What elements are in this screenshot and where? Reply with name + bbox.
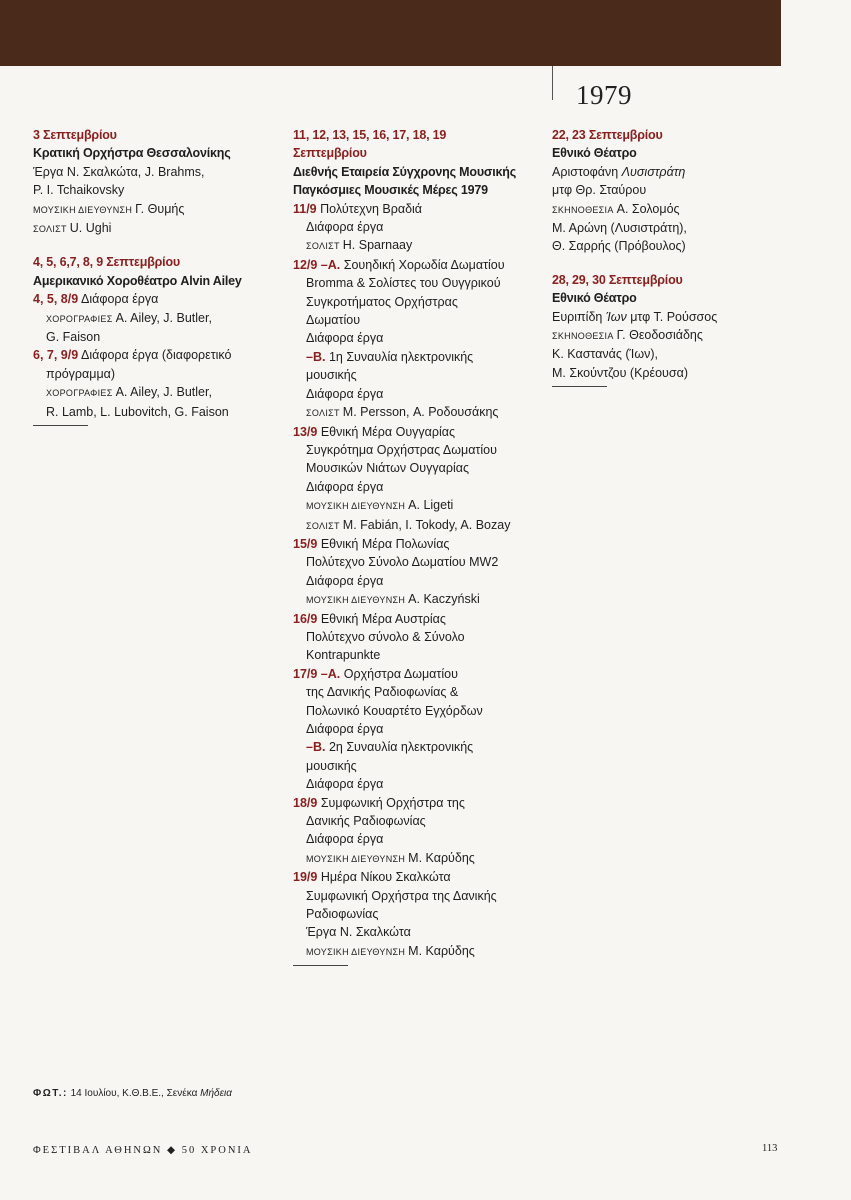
event-block-sept-3 [33, 126, 273, 238]
event-block-ion [552, 271, 792, 387]
event-line: Kontrapunkte [306, 648, 381, 663]
year-heading: 1979 [576, 80, 632, 110]
event-venue: Αμερικανικό Χοροθέατρο Alvin Ailey [33, 273, 242, 288]
session-part: –Β. [306, 740, 326, 755]
event-line: μτφ Θρ. Σταύρου [552, 183, 647, 198]
event-line: Πολωνικό Κουαρτέτο Εγχόρδων [306, 703, 483, 718]
credit-name: A. Kaczyński [408, 592, 480, 607]
session-date: 16/9 [293, 611, 318, 626]
session-text: Εθνική Μέρα Ουγγαρίας [320, 424, 456, 439]
session-text: Πολύτεχνη Βραδιά [320, 201, 423, 216]
credit-label: ΣΟΛΙΣΤ [306, 241, 340, 252]
credit-line [33, 200, 273, 219]
event-line [293, 348, 543, 366]
footer-title: ΦΕΣΤΙΒΑΛ ΑΘΗΝΩΝ ◆ 50 ΧΡΟΝΙΑ [33, 1145, 253, 1156]
credit-line [293, 236, 543, 255]
event-line: Συγκροτήματος Ορχήστρας [306, 294, 458, 309]
play-title: Λυσιστράτη [621, 164, 686, 179]
event-line [293, 535, 543, 553]
event-line [552, 308, 792, 326]
photo-caption [33, 1088, 232, 1099]
event-line: Πολύτεχνο Σύνολο Δωματίου MW2 [306, 555, 499, 570]
year-divider-rule [552, 66, 553, 100]
column-left [33, 126, 273, 441]
page-number: 113 [762, 1143, 778, 1154]
credit-label: ΧΟΡΟΓΡΑΦΙΕΣ [46, 388, 113, 399]
credit-label: ΣΟΛΙΣΤ [33, 224, 67, 235]
credit-line [293, 849, 543, 868]
event-line: Θ. Σαρρής (Πρόβουλος) [552, 239, 686, 254]
event-date: 3 Σεπτεμβρίου [33, 128, 117, 142]
credit-name: A. Ailey, J. Butler, [115, 310, 212, 325]
credit-name: Μ. Καρύδης [408, 850, 475, 865]
event-line [293, 738, 543, 756]
event-line: Διάφορα έργα [306, 386, 384, 401]
session-text: Ορχήστρα Δωματίου [343, 666, 458, 681]
credit-label: ΜΟΥΣΙΚΗ ΔΙΕΥΘΥΝΣΗ [306, 501, 406, 512]
event-line: Bromma & Σολίστες του Ουγγρικού [306, 276, 501, 291]
session-text: Συμφωνική Ορχήστρα της [320, 795, 465, 810]
event-line: Διάφορα έργα [306, 573, 384, 588]
credit-line [293, 516, 543, 535]
event-line: Μουσικών Νιάτων Ουγγαρίας [306, 461, 469, 476]
session-date: 12/9 –Α. [293, 257, 341, 272]
credit-line [33, 219, 273, 238]
section-rule [552, 386, 607, 387]
event-line [293, 200, 543, 218]
caption-label: ΦΩΤ.: [33, 1088, 68, 1099]
event-block-lysistrata [552, 126, 792, 256]
top-color-band [0, 0, 781, 66]
section-rule [33, 425, 88, 426]
session-date: 6, 7, 9/9 [33, 348, 79, 363]
event-venue: Παγκόσμιες Μουσικές Μέρες 1979 [293, 183, 488, 198]
event-line: Συγκρότημα Ορχήστρας Δωματίου [306, 442, 497, 457]
event-line: P. I. Tchaikovsky [33, 183, 125, 198]
session-date: 15/9 [293, 536, 318, 551]
credit-line [293, 590, 543, 609]
credit-line [293, 403, 543, 422]
event-line: της Δανικής Ραδιοφωνίας & [306, 685, 459, 700]
event-block-ailey [33, 253, 273, 426]
credit-label: ΣΟΛΙΣΤ [306, 408, 340, 419]
event-date: Σεπτεμβρίου [293, 146, 367, 161]
credit-label: ΣΚΗΝΟΘΕΣΙΑ [552, 331, 614, 342]
event-line: Διάφορα έργα [306, 331, 384, 346]
session-text: 1η Συναυλία ηλεκτρονικής [328, 349, 474, 364]
credit-name: A. Ailey, J. Butler, [115, 385, 212, 400]
play-author: Ευριπίδη [552, 309, 603, 324]
event-date: 22, 23 Σεπτεμβρίου [552, 128, 663, 142]
credit-name: H. Sparnaay [342, 238, 413, 253]
credit-name: Μ. Καρύδης [408, 943, 475, 958]
credit-label: ΜΟΥΣΙΚΗ ΔΙΕΥΘΥΝΣΗ [306, 853, 406, 864]
credit-name: U. Ughi [69, 221, 112, 236]
credit-label: ΣΚΗΝΟΘΕΣΙΑ [552, 204, 614, 215]
credit-name: Γ. Θυμής [135, 201, 185, 216]
event-line: Δωματίου [306, 313, 361, 328]
event-date: 4, 5, 6,7, 8, 9 Σεπτεμβρίου [33, 255, 180, 270]
event-venue: Εθνικό Θέατρο [552, 146, 637, 161]
credit-name: M. Fabián, I. Tokody, A. Bozay [342, 517, 511, 532]
column-right [552, 126, 792, 402]
credit-line [552, 326, 792, 345]
event-line: Έργα Ν. Σκαλκώτα, J. Brahms, [33, 164, 205, 179]
event-line: Διάφορα έργα [306, 220, 384, 235]
event-line: Μ. Αρώνη (Λυσιστράτη), [552, 221, 687, 236]
event-line: Συμφωνική Ορχήστρα της Δανικής [306, 888, 497, 903]
credit-name: M. Persson, Α. Ροδουσάκης [342, 405, 499, 420]
credit-label: ΣΟΛΙΣΤ [306, 520, 340, 531]
session-date: 11/9 [293, 201, 317, 216]
credit-name: A. Ligeti [408, 498, 454, 513]
event-date: 11, 12, 13, 15, 16, 17, 18, 19 [293, 128, 447, 142]
session-text: Εθνική Μέρα Πολωνίας [320, 536, 450, 551]
play-author: Αριστοφάνη [552, 164, 619, 179]
event-line [293, 794, 543, 812]
event-line: Διάφορα έργα [306, 722, 384, 736]
event-line: Διάφορα έργα [306, 832, 384, 847]
event-venue: Εθνικό Θέατρο [552, 291, 637, 306]
event-line: μουσικής [306, 368, 357, 383]
credit-line [33, 383, 273, 402]
event-line: μουσικής [306, 758, 357, 773]
event-line: Πολύτεχνο σύνολο & Σύνολο [306, 629, 465, 644]
event-line: Κ. Καστανάς (Ίων), [552, 347, 658, 362]
event-line: R. Lamb, L. Lubovitch, G. Faison [46, 404, 229, 419]
session-text: Ημέρα Νίκου Σκαλκώτα [320, 870, 451, 885]
event-line: Διάφορα έργα [306, 777, 384, 792]
credit-line [293, 942, 543, 961]
event-line [293, 610, 543, 628]
event-line [293, 665, 543, 683]
event-line [293, 423, 543, 441]
event-line: Μ. Σκούντζου (Κρέουσα) [552, 365, 688, 380]
event-line [33, 290, 273, 308]
event-line: Ραδιοφωνίας [306, 907, 379, 922]
credit-name: Α. Σολομός [616, 201, 680, 216]
event-line [293, 868, 543, 886]
credit-label: ΧΟΡΟΓΡΑΦΙΕΣ [46, 313, 113, 324]
event-line [33, 346, 273, 364]
event-line [552, 163, 792, 181]
credit-label: ΜΟΥΣΙΚΗ ΔΙΕΥΘΥΝΣΗ [306, 946, 406, 957]
event-line: Διάφορα έργα [306, 479, 384, 494]
session-text: Εθνική Μέρα Αυστρίας [320, 611, 446, 626]
caption-title: Μήδεια [200, 1088, 232, 1099]
event-venue: Διεθνής Εταιρεία Σύγχρονης Μουσικής [293, 164, 517, 179]
event-line: Δανικής Ραδιοφωνίας [306, 814, 426, 829]
session-date: 17/9 –Α. [293, 666, 341, 681]
session-date: 4, 5, 8/9 [33, 292, 79, 307]
session-text: Διάφορα έργα [80, 292, 159, 307]
session-text: 2η Συναυλία ηλεκτρονικής [328, 740, 474, 755]
event-line: G. Faison [46, 330, 101, 345]
session-date: 13/9 [293, 424, 318, 439]
session-date: 19/9 [293, 870, 318, 885]
event-venue: Κρατική Ορχήστρα Θεσσαλονίκης [33, 146, 231, 161]
credit-line [552, 200, 792, 219]
session-text: Διάφορα έργα (διαφορετικό [80, 348, 232, 363]
event-line: πρόγραμμα) [46, 366, 116, 381]
credit-line [33, 309, 273, 328]
credit-line [293, 496, 543, 515]
section-rule [293, 965, 348, 966]
credit-label: ΜΟΥΣΙΚΗ ΔΙΕΥΘΥΝΣΗ [306, 595, 406, 606]
credit-label: ΜΟΥΣΙΚΗ ΔΙΕΥΘΥΝΣΗ [33, 204, 133, 215]
play-title: Ίων [605, 309, 627, 324]
event-line: Έργα Ν. Σκαλκώτα [306, 925, 411, 940]
event-date: 28, 29, 30 Σεπτεμβρίου [552, 272, 683, 287]
session-date: 18/9 [293, 795, 318, 810]
column-middle [293, 126, 543, 966]
caption-text: 14 Ιουλίου, Κ.Θ.Β.Ε., Σενέκα [70, 1088, 198, 1099]
translator: μτφ Τ. Ρούσσος [630, 309, 718, 324]
credit-name: Γ. Θεοδοσιάδης [616, 328, 703, 343]
event-line [293, 256, 543, 274]
session-part: –Β. [306, 349, 326, 364]
session-text: Σουηδική Χορωδία Δωματίου [343, 257, 505, 272]
